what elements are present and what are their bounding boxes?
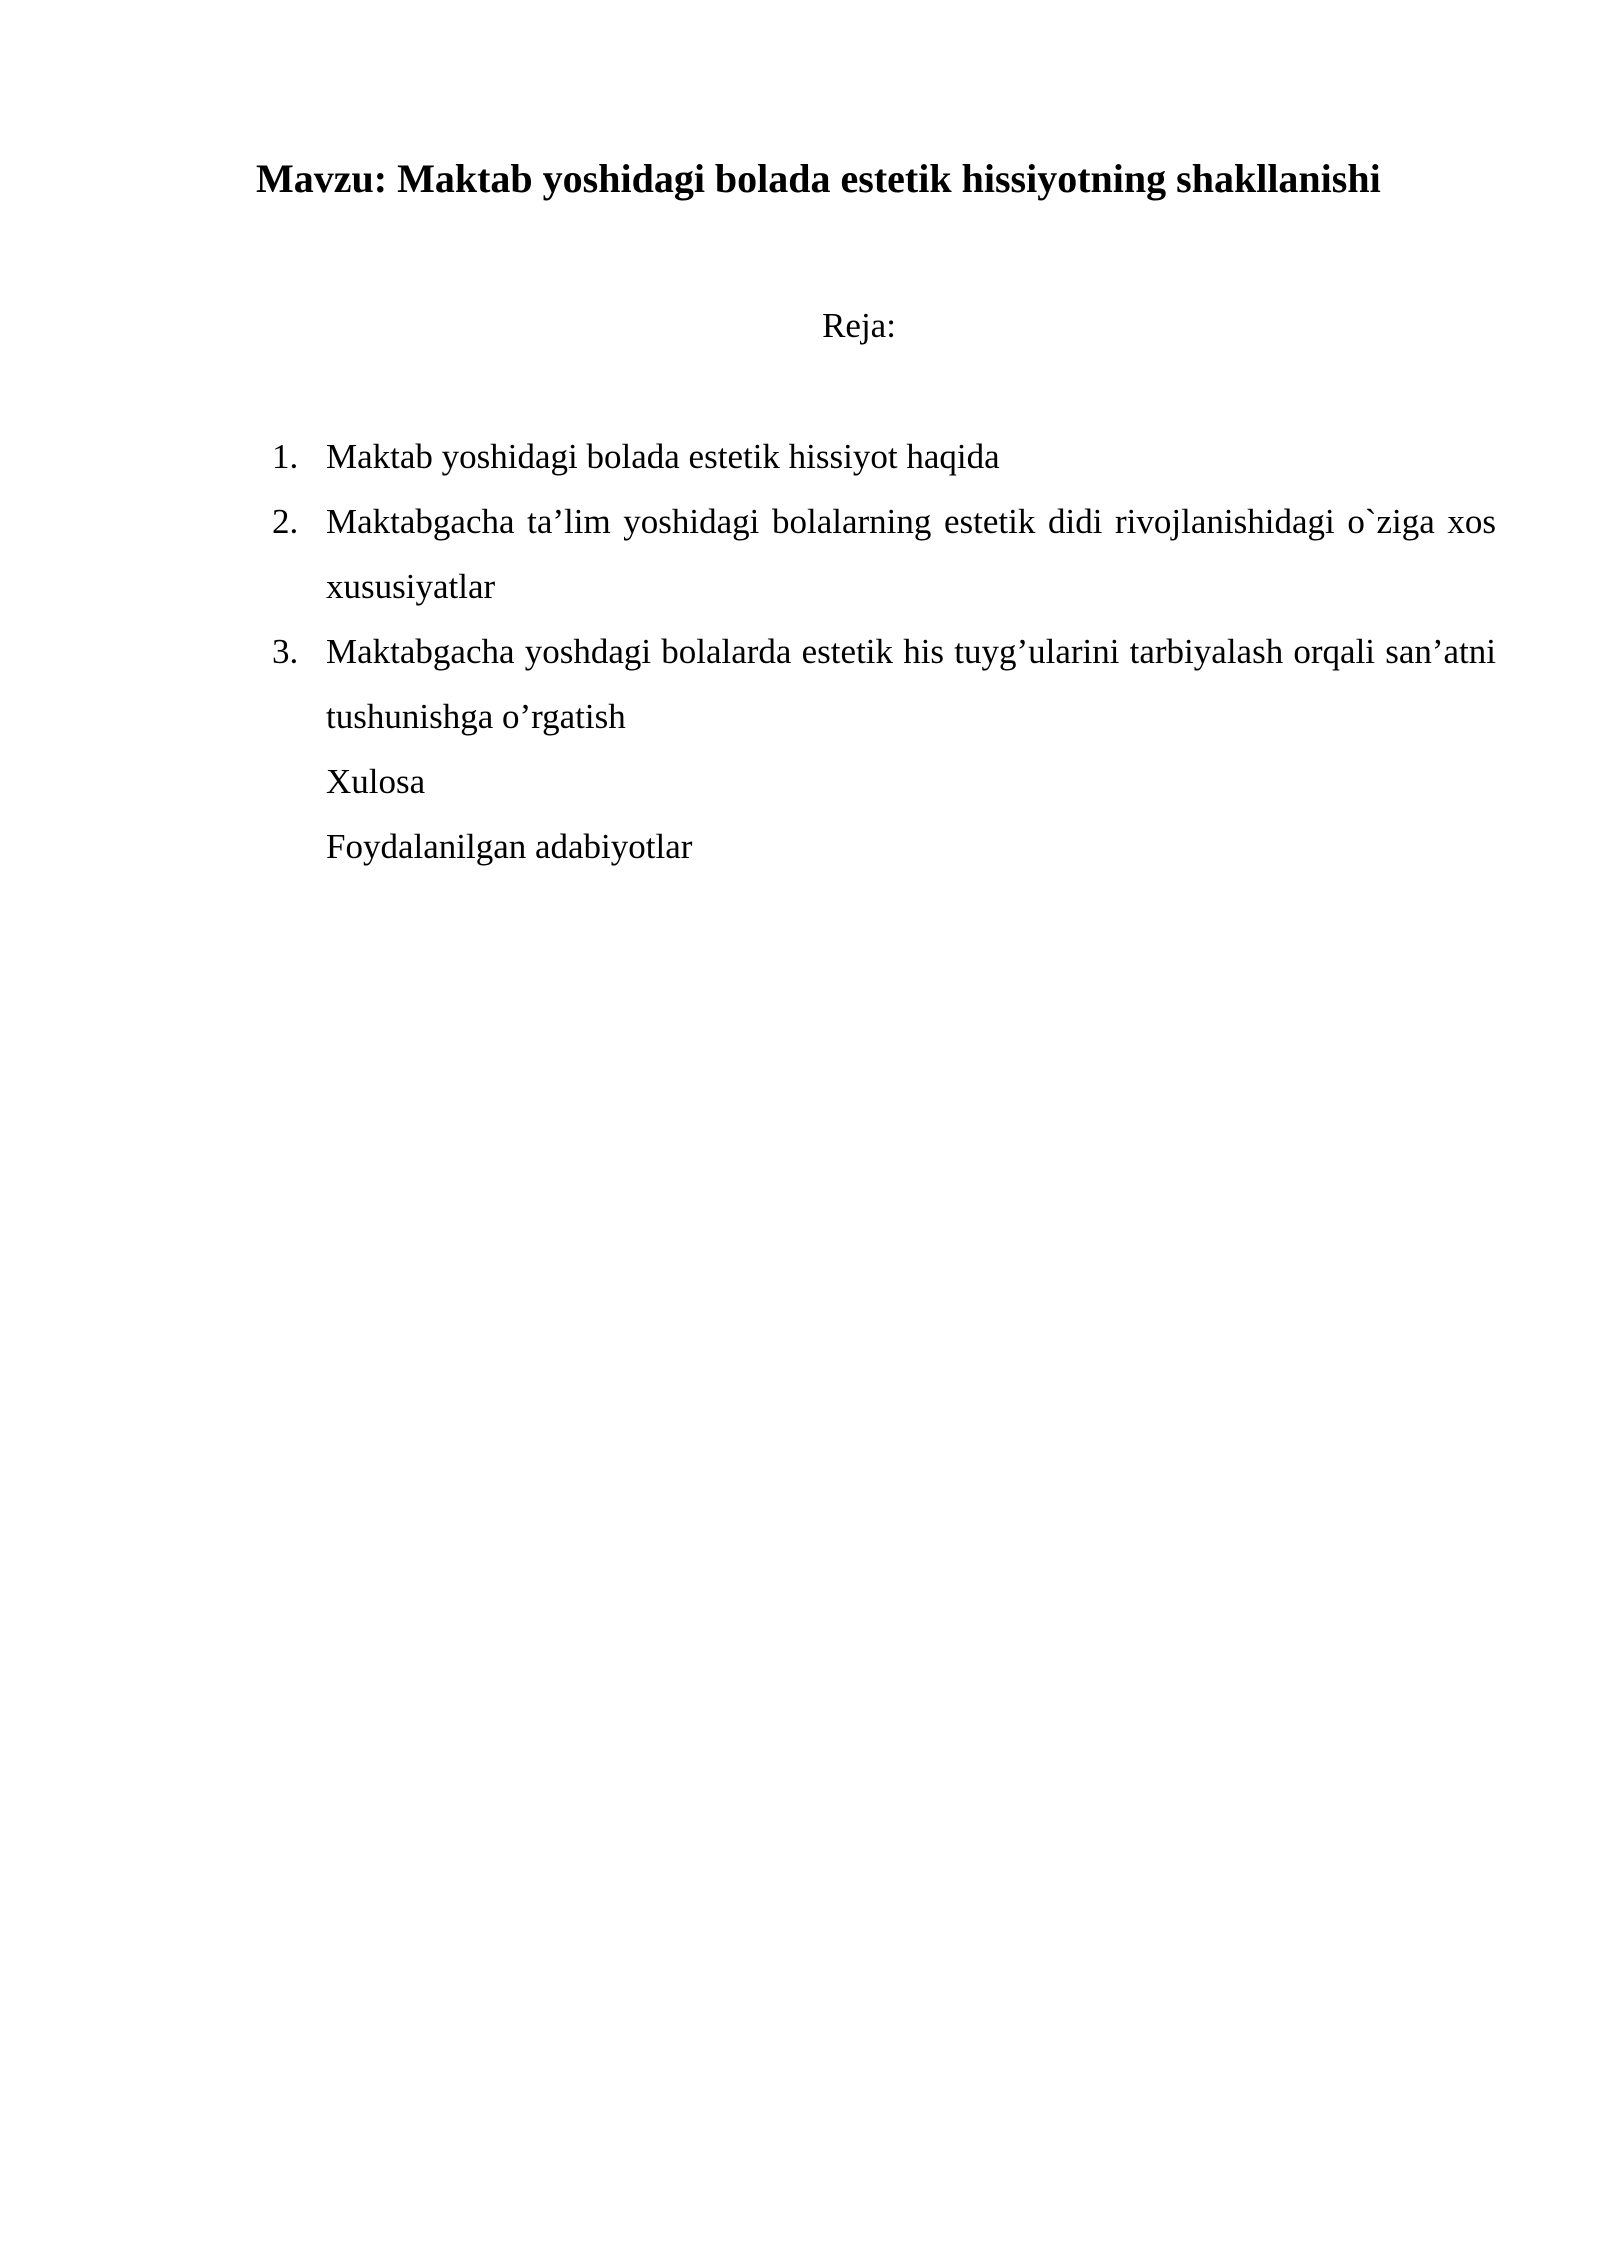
plan-item-number: 3. xyxy=(272,632,299,671)
plan-list xyxy=(272,424,1496,879)
plan-item-text: Maktabgacha ta’lim yoshidagi bolalarning estetik didi rivojlanishidagi o`ziga xos xususiyatlar xyxy=(326,502,1496,606)
plan-item xyxy=(272,424,1496,489)
plan-item-text: Maktabgacha yoshdagi bolalarda estetik his tuyg’ularini tarbiyalash orqali san’atni tushunishga o’rgatish xyxy=(326,632,1496,736)
plan-heading: Reja: xyxy=(822,306,896,345)
title-text: Maktab yoshidagi bolada estetik hissiyotning shakllanishi xyxy=(397,156,1381,201)
plan-conclusion: Xulosa xyxy=(326,762,426,801)
plan-item-number: 2. xyxy=(272,502,299,541)
plan-item-text: Maktab yoshidagi bolada estetik hissiyot haqida xyxy=(326,437,1000,476)
plan-item xyxy=(272,619,1496,749)
plan-references: Foydalanilgan adabiyotlar xyxy=(326,827,693,866)
page-title xyxy=(256,150,1456,208)
title-label: Mavzu: xyxy=(256,156,388,201)
plan-item-number: 1. xyxy=(272,437,299,476)
plan-item xyxy=(272,489,1496,619)
